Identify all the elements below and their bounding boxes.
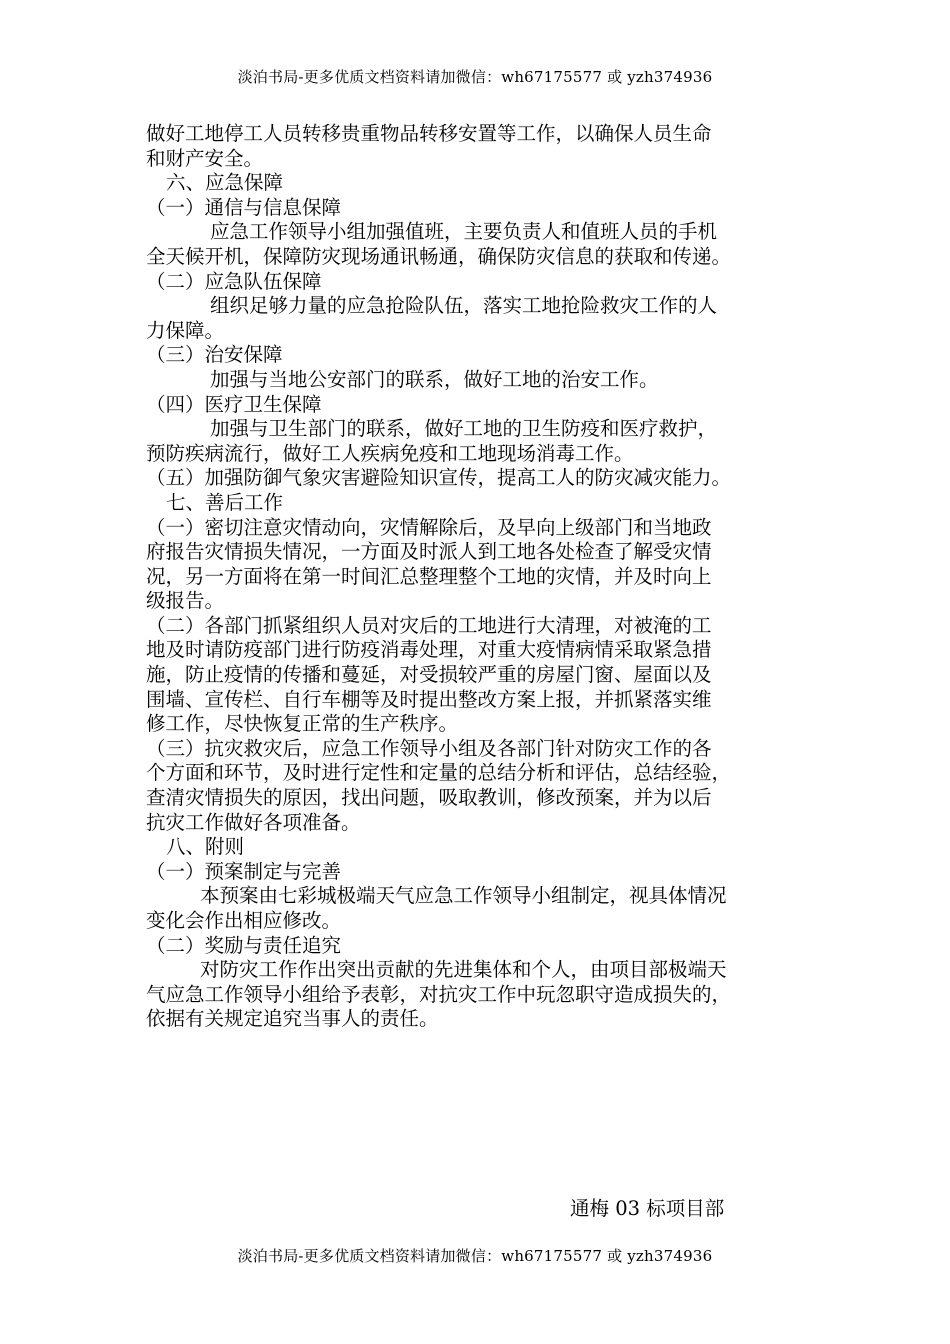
body-line: （三）抗灾救灾后，应急工作领导小组及各部门针对防灾工作的各: [146, 736, 712, 760]
body-line: 加强与当地公安部门的联系，做好工地的治安工作。: [210, 367, 659, 391]
body-line: （二）各部门抓紧组织人员对灾后的工地进行大清理，对被淹的工: [146, 613, 712, 637]
body-line: 况，另一方面将在第一时间汇总整理整个工地的灾情，并及时向上: [146, 564, 712, 588]
body-line: 应急工作领导小组加强值班，主要负责人和值班人员的手机: [210, 220, 718, 244]
body-line: 府报告灾情损失情况，一方面及时派人到工地各处检查了解受灾情: [146, 540, 712, 564]
body-line: 组织足够力量的应急抢险队伍，落实工地抢险救灾工作的人: [210, 294, 718, 318]
body-line: 气应急工作领导小组给予表彰，对抗灾工作中玩忽职守造成损失的，: [146, 982, 732, 1006]
section-heading: 七、善后工作: [166, 490, 284, 514]
signature: 通梅 03 标项目部: [570, 1197, 725, 1220]
subsection-heading: （四）医疗卫生保障: [146, 392, 322, 416]
document-body: [146, 122, 816, 1032]
body-line: 地及时请防疫部门进行防疫消毒处理，对重大疫情病情采取紧急措: [146, 638, 712, 662]
body-line: 全天候开机，保障防灾现场通讯畅通，确保防灾信息的获取和传递。: [146, 244, 732, 268]
body-line: 修工作，尽快恢复正常的生产秩序。: [146, 712, 459, 736]
section-heading: 六、应急保障: [166, 171, 284, 195]
subsection-heading: （三）治安保障: [146, 343, 283, 367]
body-line: 级报告。: [146, 589, 225, 613]
body-line: 和财产安全。: [146, 146, 264, 170]
body-line: 本预案由七彩城极端天气应急工作领导小组制定，视具体情况: [200, 884, 727, 908]
body-line: 对防灾工作作出突出贡献的先进集体和个人，由项目部极端天: [200, 958, 727, 982]
body-line: 个方面和环节，及时进行定性和定量的总结分析和评估，总结经验，: [146, 761, 732, 785]
section-heading: 八、附则: [166, 835, 245, 859]
body-line: 力保障。: [146, 318, 225, 342]
body-line: （一）密切注意灾情动向，灾情解除后，及早向上级部门和当地政: [146, 515, 712, 539]
body-line: 预防疾病流行，做好工人疾病免疫和工地现场消毒工作。: [146, 441, 634, 465]
page-footer: 淡泊书局-更多优质文档资料请加微信：wh67175577 或 yzh374936: [237, 1247, 713, 1265]
subsection-heading: （二）应急队伍保障: [146, 269, 322, 293]
body-line: 围墙、宣传栏、自行车棚等及时提出整改方案上报，并抓紧落实维: [146, 687, 712, 711]
body-line: 加强与卫生部门的联系，做好工地的卫生防疫和医疗救护，: [210, 417, 718, 441]
body-line: 施，防止疫情的传播和蔓延，对受损较严重的房屋门窗、屋面以及: [146, 663, 712, 687]
page-header: 淡泊书局-更多优质文档资料请加微信：wh67175577 或 yzh374936: [237, 68, 713, 86]
body-line: （五）加强防御气象灾害避险知识宣传，提高工人的防灾减灾能力。: [146, 466, 732, 490]
subsection-heading: （二）奖励与责任追究: [146, 933, 342, 957]
body-line: 查清灾情损失的原因，找出问题，吸取教训，修改预案，并为以后: [146, 786, 712, 810]
subsection-heading: （一）通信与信息保障: [146, 195, 342, 219]
body-line: 依据有关规定追究当事人的责任。: [146, 1007, 439, 1031]
body-line: 变化会作出相应修改。: [146, 909, 342, 932]
subsection-heading: （一）预案制定与完善: [146, 859, 342, 883]
body-line: 抗灾工作做好各项准备。: [146, 810, 361, 834]
body-line: 做好工地停工人员转移贵重物品转移安置等工作，以确保人员生命: [146, 122, 712, 145]
